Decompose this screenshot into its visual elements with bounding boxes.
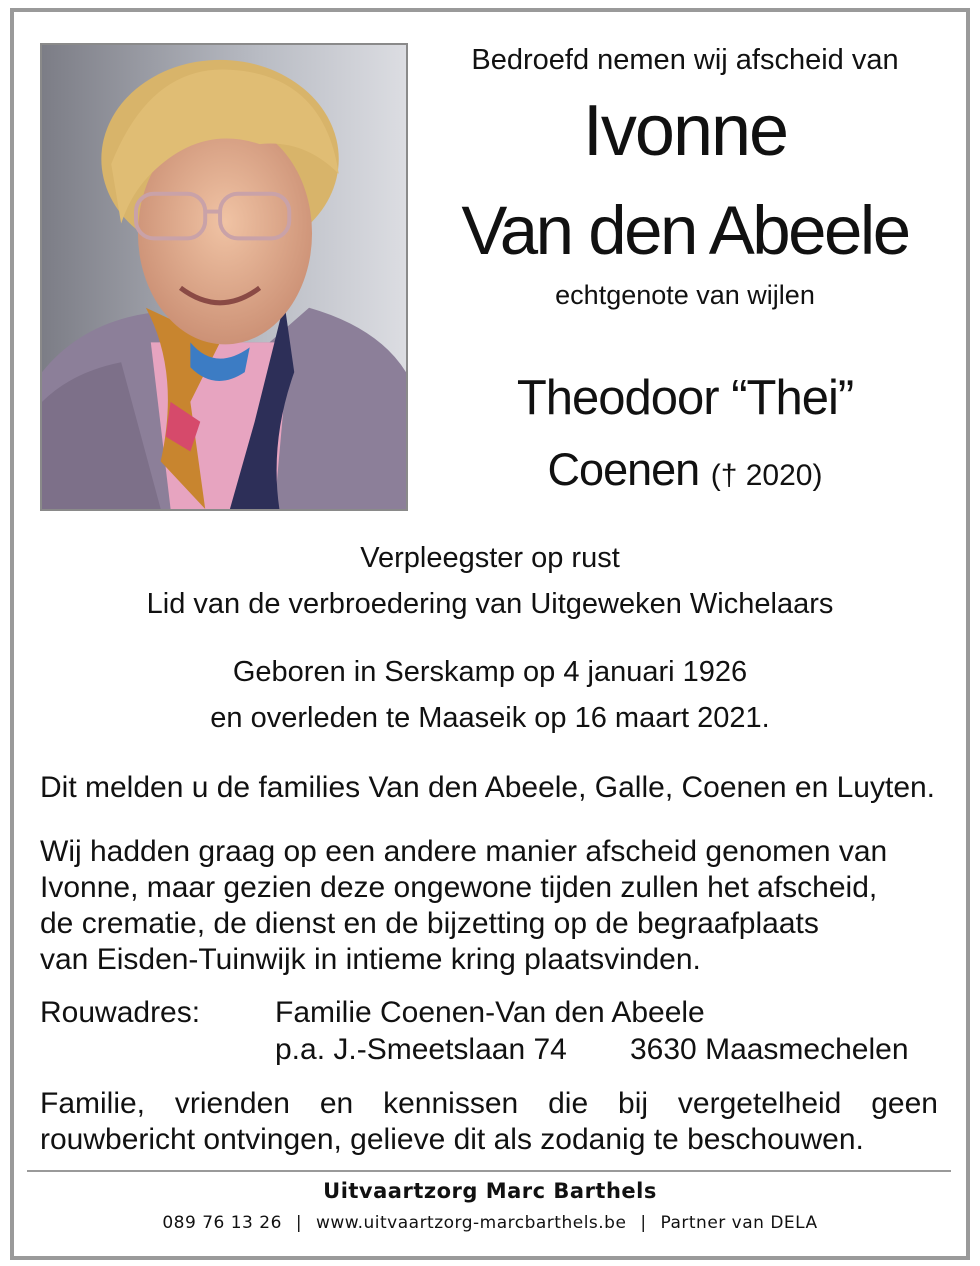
funeral-company: Uitvaartzorg Marc Barthels	[323, 1179, 657, 1203]
address-family: Familie Coenen-Van den Abeele	[275, 996, 705, 1029]
membership: Lid van de verbroedering van Uitgeweken Wichelaars	[146, 588, 834, 620]
closing-line-1: Familie, vrienden en kennissen die bij vergetelheid geen	[40, 1087, 938, 1120]
death-info: en overleden te Maaseik op 16 maart 2021.	[210, 702, 770, 734]
footer-website[interactable]: www.uitvaartzorg-marcbarthels.be	[315, 1213, 627, 1233]
footer-partner: Partner van DELA	[660, 1213, 818, 1233]
portrait-image	[42, 45, 406, 509]
address-label: Rouwadres:	[40, 996, 201, 1029]
intro-text: Bedroefd nemen wij afscheid van	[471, 44, 899, 76]
closing-paragraph	[40, 1086, 938, 1158]
birth-info: Geboren in Serskamp op 4 januari 1926	[232, 656, 748, 688]
footer-phone: 089 76 13 26	[162, 1213, 282, 1233]
closing-line-2: rouwbericht ontvingen, gelieve dit als zodanig te beschouwen.	[40, 1123, 864, 1156]
farewell-paragraph	[40, 834, 938, 978]
spouse-first-name: Theodoor “Thei”	[516, 371, 854, 425]
footer-divider	[27, 1170, 951, 1172]
spouse-label: echtgenote van wijlen	[555, 280, 815, 310]
farewell-line: van Eisden-Tuinwijk in intieme kring plaatsvinden.	[40, 943, 701, 976]
portrait-photo	[40, 43, 408, 511]
farewell-line: Wij hadden graag op een andere manier afscheid genomen van	[40, 835, 888, 868]
deceased-first-name: Ivonne	[582, 91, 788, 171]
address-city: 3630 Maasmechelen	[630, 1033, 909, 1066]
spouse-last-name-line	[420, 440, 950, 506]
spouse-death-year: († 2020)	[710, 459, 823, 492]
deceased-last-name: Van den Abeele	[461, 192, 909, 269]
address-street: p.a. J.-Smeetslaan 74	[275, 1033, 567, 1066]
spouse-last-name: Coenen	[547, 444, 700, 495]
families-line: Dit melden u de families Van den Abeele, Galle, Coenen en Luyten.	[40, 771, 936, 804]
farewell-line: de crematie, de dienst en de bijzetting op de begraafplaats	[40, 907, 819, 940]
footer-separator: |	[640, 1213, 647, 1233]
footer-separator: |	[295, 1213, 303, 1233]
footer-contact	[0, 1213, 980, 1233]
farewell-line: Ivonne, maar gezien deze ongewone tijden zullen het afscheid,	[40, 871, 878, 904]
occupation: Verpleegster op rust	[360, 542, 620, 574]
